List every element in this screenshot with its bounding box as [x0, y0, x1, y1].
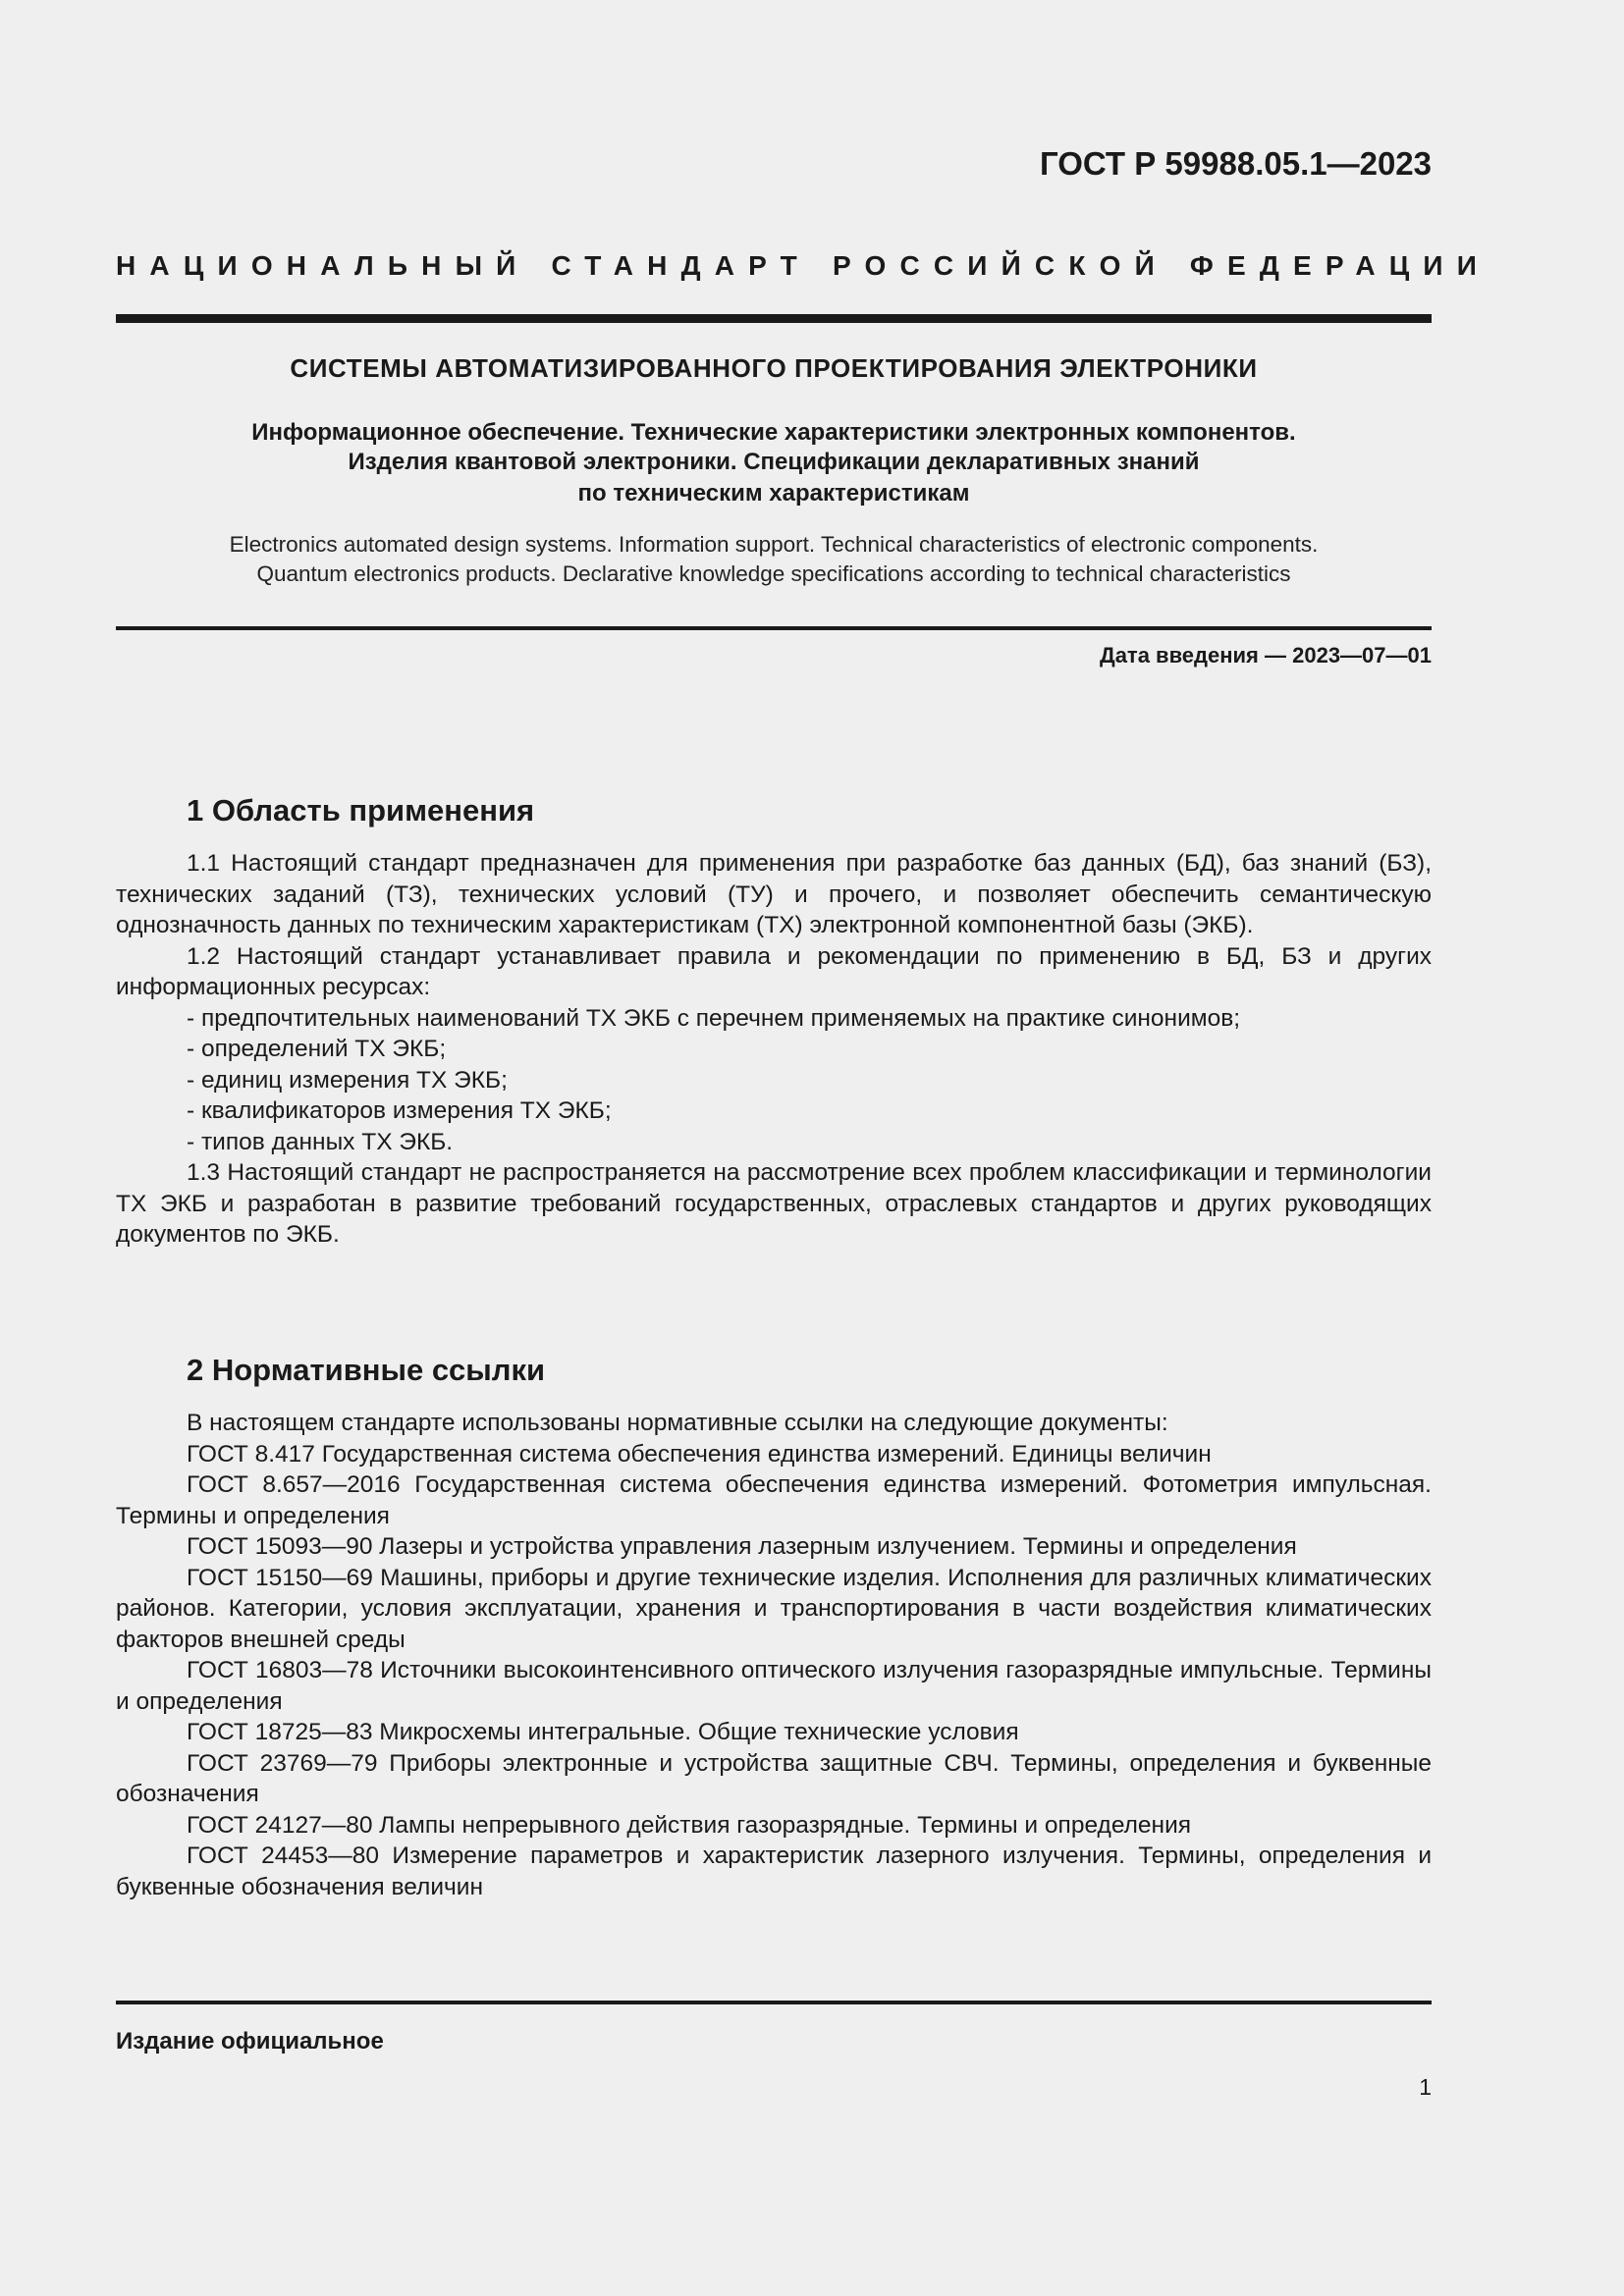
reference-item: ГОСТ 8.417 Государственная система обеспечения единства измерений. Единицы величин — [187, 1440, 1212, 1468]
document-title: СИСТЕМЫ АВТОМАТИЗИРОВАННОГО ПРОЕКТИРОВАНИЯ ЭЛЕКТРОНИКИ — [290, 353, 1258, 383]
reference-item: ГОСТ 18725—83 Микросхемы интегральные. Общие технические условия — [187, 1719, 1019, 1745]
footer-rule — [116, 2001, 1432, 2004]
reference-item: ГОСТ 8.657—2016 Государственная система обеспечения единства измерений. Фотометрия импульсная. Термины и определения — [116, 1471, 1432, 1529]
reference-item: ГОСТ 15150—69 Машины, приборы и другие технические изделия. Исполнения для различных климатических районов. Категории, условия эксплуатации, хранения и транспортирования в части воздействия климатических факторов внешней среды — [116, 1564, 1432, 1653]
document-subtitle — [116, 417, 1432, 509]
reference-item: ГОСТ 23769—79 Приборы электронные и устройства защитные СВЧ. Термины, определения и буквенные обозначения — [116, 1749, 1432, 1807]
list-item: - типов данных ТХ ЭКБ. — [187, 1128, 454, 1155]
introduction-date: Дата введения — 2023—07—01 — [1100, 643, 1432, 667]
references-intro: В настоящем стандарте использованы нормативные ссылки на следующие документы: — [187, 1410, 1168, 1436]
english-title — [116, 530, 1432, 589]
english-title-line: Electronics automated design systems. Information support. Technical characteristics of electronic components. — [229, 532, 1319, 557]
paragraph-1-2: 1.2 Настоящий стандарт устанавливает правила и рекомендации по применению в БД, БЗ и других информационных ресурсах: — [116, 942, 1432, 1000]
list-item: - единиц измерения ТХ ЭКБ; — [187, 1066, 508, 1094]
paragraph-1-1: 1.1 Настоящий стандарт предназначен для применения при разработке баз данных (БД), баз знаний (БЗ), технических заданий (ТЗ), технических условий (ТУ) и прочего, и позволяет обеспечить семантическую однозначность данных по техническим характеристикам (ТХ) электронной компонентной базы (ЭКБ). — [116, 850, 1432, 938]
section-normative-references — [116, 1351, 1432, 1902]
section-heading: 2 Нормативные ссылки — [187, 1353, 546, 1387]
header-thick-rule — [116, 314, 1432, 323]
reference-item: ГОСТ 15093—90 Лазеры и устройства управления лазерным излучением. Термины и определения — [187, 1533, 1297, 1560]
list-item: - определений ТХ ЭКБ; — [187, 1036, 447, 1062]
subtitle-line: Информационное обеспечение. Технические характеристики электронных компонентов. — [251, 419, 1296, 446]
page-number: 1 — [1419, 2074, 1432, 2100]
paragraph-1-3: 1.3 Настоящий стандарт не распространяется на рассмотрение всех проблем классификации и терминологии ТХ ЭКБ и разработан в развитие требований государственных, отраслевых стандартов и других руководящих документов по ЭКБ. — [116, 1159, 1432, 1248]
list-item: - квалификаторов измерения ТХ ЭКБ; — [187, 1097, 612, 1124]
section-heading: 1 Область применения — [187, 793, 535, 828]
list-item: - предпочтительных наименований ТХ ЭКБ с перечнем применяемых на практике синонимов; — [187, 1004, 1241, 1032]
reference-item: ГОСТ 24127—80 Лампы непрерывного действия газоразрядные. Термины и определения — [187, 1811, 1192, 1839]
title-bottom-rule — [116, 626, 1432, 630]
official-edition-label: Издание официальное — [116, 2028, 384, 2055]
subtitle-line: по техническим характеристикам — [577, 480, 970, 507]
gost-code: ГОСТ Р 59988.05.1—2023 — [1039, 145, 1432, 182]
reference-item: ГОСТ 16803—78 Источники высокоинтенсивного оптического излучения газоразрядные импульсные. Термины и определения — [116, 1657, 1432, 1715]
national-standard-banner: НАЦИОНАЛЬНЫЙ СТАНДАРТ РОССИЙСКОЙ ФЕДЕРАЦИИ — [116, 250, 1491, 281]
english-title-line: Quantum electronics products. Declarative knowledge specifications according to technical characteristics — [256, 561, 1291, 586]
subtitle-line: Изделия квантовой электроники. Спецификации декларативных знаний — [348, 449, 1200, 475]
reference-item: ГОСТ 24453—80 Измерение параметров и характеристик лазерного излучения. Термины, определения и буквенные обозначения величин — [116, 1842, 1432, 1900]
section-scope — [116, 791, 1432, 1251]
